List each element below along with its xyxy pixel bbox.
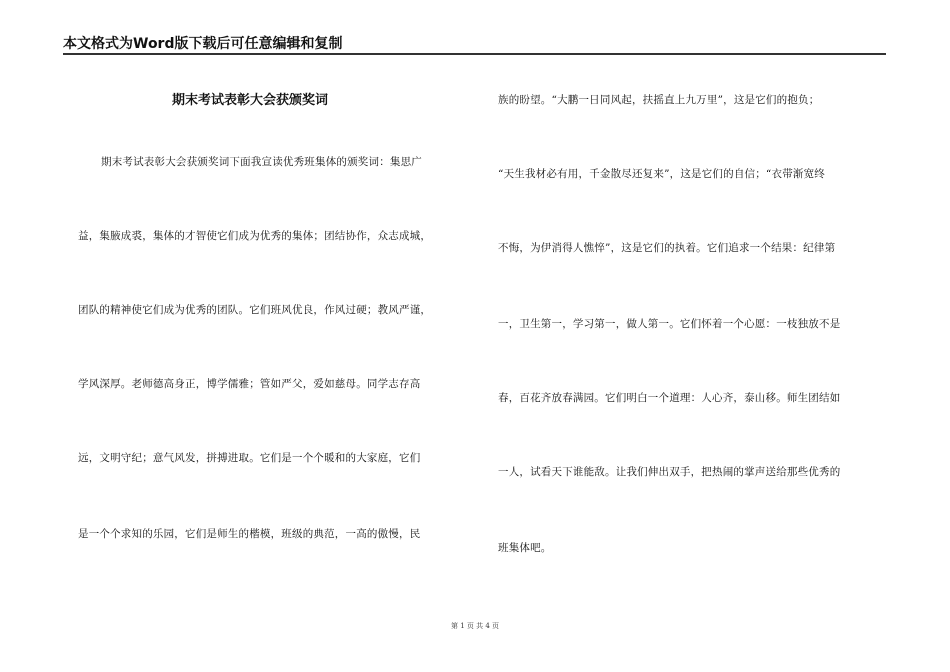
right-column-line: 一人，试看天下谁能敌。让我们伸出双手，把热闹的掌声送给那些优秀的: [498, 466, 841, 478]
left-column-line: 益，集腋成裘，集体的才智使它们成为优秀的集体；团结协作，众志成城，: [78, 230, 432, 242]
left-column-line: 期末考试表彰大会获颁奖词下面我宣读优秀班集体的颁奖词：集思广: [101, 156, 422, 168]
page-number: 第 1 页 共 4 页: [450, 622, 500, 630]
document-header-title: 本文格式为Word版下载后可任意编辑和复制: [63, 36, 343, 52]
right-column-line: 班集体吧。: [498, 542, 552, 554]
right-column-line: 族的盼望。“大鹏一日同风起，扶摇直上九万里”，这是它们的抱负；: [498, 94, 820, 106]
left-column-line: 团队的精神使它们成为优秀的团队。它们班风优良，作风过硬；教风严谨，: [78, 304, 432, 316]
left-column-line: 远，文明守纪；意气风发，拼搏进取。它们是一个个暖和的大家庭，它们: [78, 452, 421, 464]
right-column-line: “天生我材必有用，千金散尽还复来”，这是它们的自信；“衣带渐宽终: [498, 168, 826, 180]
right-column-line: 不悔，为伊消得人憔悴”，这是它们的执着。它们追求一个结果：纪律第: [498, 242, 836, 254]
document-title: 期末考试表彰大会获颁奖词: [172, 93, 329, 108]
header-divider: [63, 53, 886, 55]
right-column-line: 春，百花齐放春满园。它们明白一个道理：人心齐，泰山移。师生团结如: [498, 392, 841, 404]
right-column-line: 一，卫生第一，学习第一，做人第一。它们怀着一个心愿：一枝独放不是: [498, 318, 841, 330]
left-column-line: 学风深厚。老师德高身正，博学儒雅；管如严父，爱如慈母。同学志存高: [78, 378, 421, 390]
left-column-line: 是一个个求知的乐园，它们是师生的楷模，班级的典范，一高的傲慢，民: [78, 528, 421, 540]
